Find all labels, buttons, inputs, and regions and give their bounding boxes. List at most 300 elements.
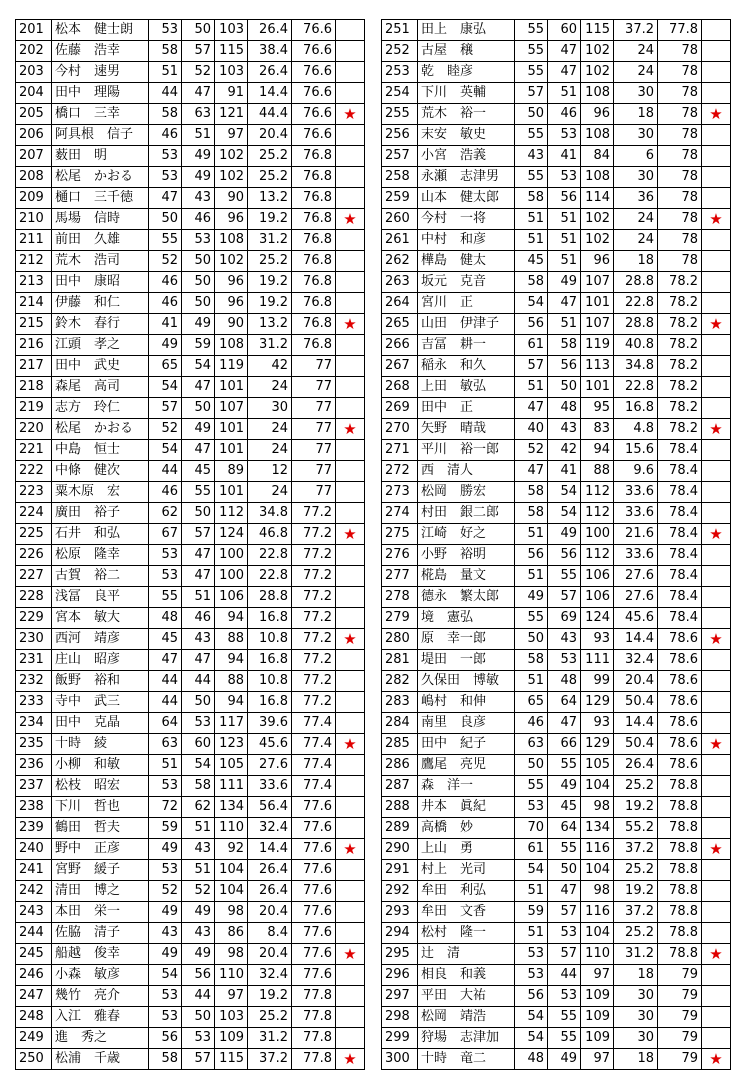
star-icon — [336, 545, 365, 566]
score-a: 44 — [149, 83, 182, 104]
score-total: 98 — [215, 902, 248, 923]
table-row — [16, 188, 365, 209]
score-d: 24 — [248, 377, 292, 398]
table-row — [382, 587, 731, 608]
person-name: 井本 眞紀 — [418, 797, 515, 818]
score-total: 115 — [215, 41, 248, 62]
person-name: 馬場 信時 — [52, 209, 149, 230]
score-e: 77 — [292, 461, 336, 482]
score-a: 55 — [515, 167, 548, 188]
score-e: 76.8 — [292, 188, 336, 209]
row-number: 228 — [16, 587, 52, 608]
score-d: 25.2 — [614, 923, 658, 944]
star-icon — [336, 692, 365, 713]
score-total: 96 — [215, 209, 248, 230]
score-b: 56 — [548, 188, 581, 209]
row-number: 242 — [16, 881, 52, 902]
table-row — [382, 902, 731, 923]
score-total: 109 — [581, 1007, 614, 1028]
row-number: 217 — [16, 356, 52, 377]
row-number: 281 — [382, 650, 418, 671]
person-name: 本田 栄一 — [52, 902, 149, 923]
table-row — [382, 461, 731, 482]
score-e: 76.8 — [292, 335, 336, 356]
score-e: 78.4 — [658, 545, 702, 566]
table-row — [16, 230, 365, 251]
score-e: 78.8 — [658, 776, 702, 797]
score-total: 89 — [215, 461, 248, 482]
person-name: 松尾 かおる — [52, 167, 149, 188]
star-icon — [336, 41, 365, 62]
score-total: 99 — [581, 671, 614, 692]
score-e: 76.8 — [292, 167, 336, 188]
score-b: 58 — [182, 776, 215, 797]
score-total: 96 — [215, 293, 248, 314]
row-number: 214 — [16, 293, 52, 314]
score-d: 45.6 — [248, 734, 292, 755]
score-a: 53 — [149, 860, 182, 881]
row-number: 233 — [16, 692, 52, 713]
score-e: 77.8 — [658, 20, 702, 41]
score-d: 32.4 — [248, 818, 292, 839]
person-name: 粟木原 宏 — [52, 482, 149, 503]
score-a: 53 — [149, 776, 182, 797]
score-a: 55 — [149, 230, 182, 251]
score-a: 62 — [149, 503, 182, 524]
score-total: 119 — [215, 356, 248, 377]
score-d: 31.2 — [614, 944, 658, 965]
person-name: 西 清人 — [418, 461, 515, 482]
person-name: 上山 勇 — [418, 839, 515, 860]
row-number: 203 — [16, 62, 52, 83]
score-d: 31.2 — [248, 1028, 292, 1049]
score-a: 49 — [515, 587, 548, 608]
score-a: 64 — [149, 713, 182, 734]
score-a: 55 — [515, 62, 548, 83]
score-b: 53 — [548, 125, 581, 146]
score-d: 33.6 — [248, 776, 292, 797]
score-d: 19.2 — [248, 293, 292, 314]
person-name: 鷹尾 亮児 — [418, 755, 515, 776]
score-b: 43 — [182, 629, 215, 650]
score-e: 78 — [658, 83, 702, 104]
person-name: 進 秀之 — [52, 1028, 149, 1049]
score-total: 117 — [215, 713, 248, 734]
table-row — [16, 986, 365, 1007]
score-b: 58 — [548, 335, 581, 356]
score-a: 47 — [515, 461, 548, 482]
score-e: 78 — [658, 167, 702, 188]
row-number: 246 — [16, 965, 52, 986]
star-icon — [336, 965, 365, 986]
star-icon — [702, 1028, 731, 1049]
score-e: 78.2 — [658, 377, 702, 398]
score-e: 78.6 — [658, 692, 702, 713]
score-b: 52 — [182, 881, 215, 902]
table-row — [382, 377, 731, 398]
score-d: 28.8 — [614, 314, 658, 335]
score-a: 46 — [149, 293, 182, 314]
score-a: 47 — [515, 398, 548, 419]
person-name: 德永 繁太郎 — [418, 587, 515, 608]
row-number: 227 — [16, 566, 52, 587]
score-d: 22.8 — [614, 377, 658, 398]
score-a: 56 — [515, 986, 548, 1007]
score-b: 66 — [548, 734, 581, 755]
score-a: 55 — [515, 125, 548, 146]
person-name: 荒木 浩司 — [52, 251, 149, 272]
score-b: 49 — [548, 1049, 581, 1070]
row-number: 257 — [382, 146, 418, 167]
score-a: 70 — [515, 818, 548, 839]
table-row — [382, 860, 731, 881]
score-total: 109 — [581, 986, 614, 1007]
star-icon — [336, 62, 365, 83]
table-row — [382, 251, 731, 272]
score-total: 100 — [581, 524, 614, 545]
person-name: 中島 恒士 — [52, 440, 149, 461]
star-icon: ★ — [702, 1049, 731, 1070]
score-e: 77.4 — [292, 776, 336, 797]
table-row — [382, 923, 731, 944]
score-e: 77.2 — [292, 629, 336, 650]
star-icon — [702, 440, 731, 461]
score-total: 129 — [581, 692, 614, 713]
star-icon — [702, 965, 731, 986]
score-b: 49 — [182, 167, 215, 188]
score-a: 56 — [515, 545, 548, 566]
person-name: 原 幸一郎 — [418, 629, 515, 650]
score-e: 78 — [658, 251, 702, 272]
star-icon — [336, 335, 365, 356]
score-a: 57 — [515, 83, 548, 104]
row-number: 244 — [16, 923, 52, 944]
score-total: 111 — [581, 650, 614, 671]
score-a: 72 — [149, 797, 182, 818]
person-name: 椛島 量文 — [418, 566, 515, 587]
score-total: 104 — [581, 923, 614, 944]
table-row — [16, 125, 365, 146]
score-e: 78.8 — [658, 944, 702, 965]
star-icon — [336, 251, 365, 272]
score-total: 102 — [215, 251, 248, 272]
score-b: 49 — [182, 944, 215, 965]
score-total: 102 — [581, 41, 614, 62]
score-b: 47 — [548, 41, 581, 62]
score-a: 46 — [149, 482, 182, 503]
row-number: 223 — [16, 482, 52, 503]
table-row — [16, 209, 365, 230]
score-b: 55 — [548, 1028, 581, 1049]
score-total: 97 — [215, 986, 248, 1007]
score-e: 77.2 — [292, 692, 336, 713]
score-b: 53 — [548, 923, 581, 944]
row-number: 247 — [16, 986, 52, 1007]
score-b: 57 — [182, 524, 215, 545]
score-d: 18 — [614, 965, 658, 986]
row-number: 282 — [382, 671, 418, 692]
star-icon — [702, 671, 731, 692]
score-e: 78 — [658, 188, 702, 209]
score-e: 77.2 — [292, 524, 336, 545]
score-total: 119 — [581, 335, 614, 356]
score-total: 129 — [581, 734, 614, 755]
score-d: 37.2 — [614, 902, 658, 923]
star-icon: ★ — [336, 524, 365, 545]
table-row — [382, 398, 731, 419]
score-e: 76.6 — [292, 41, 336, 62]
score-a: 54 — [515, 1028, 548, 1049]
table-row — [382, 125, 731, 146]
table-row — [16, 1028, 365, 1049]
person-name: 今村 速男 — [52, 62, 149, 83]
star-icon: ★ — [336, 419, 365, 440]
score-e: 78.4 — [658, 587, 702, 608]
score-a: 59 — [515, 902, 548, 923]
row-number: 249 — [16, 1028, 52, 1049]
row-number: 299 — [382, 1028, 418, 1049]
score-d: 31.2 — [248, 335, 292, 356]
star-icon — [702, 41, 731, 62]
score-a: 46 — [149, 125, 182, 146]
score-d: 28.8 — [614, 272, 658, 293]
score-d: 24 — [248, 482, 292, 503]
score-e: 77.2 — [292, 587, 336, 608]
score-d: 24 — [614, 209, 658, 230]
star-icon — [702, 566, 731, 587]
row-number: 261 — [382, 230, 418, 251]
score-d: 16.8 — [248, 608, 292, 629]
score-b: 57 — [548, 587, 581, 608]
score-e: 78.2 — [658, 335, 702, 356]
star-icon — [336, 188, 365, 209]
star-icon: ★ — [336, 314, 365, 335]
score-a: 51 — [515, 566, 548, 587]
score-a: 65 — [149, 356, 182, 377]
score-d: 37.2 — [248, 1049, 292, 1070]
score-e: 78.4 — [658, 524, 702, 545]
score-a: 50 — [149, 209, 182, 230]
person-name: 庄山 昭彦 — [52, 650, 149, 671]
score-total: 107 — [581, 314, 614, 335]
score-d: 32.4 — [248, 965, 292, 986]
score-e: 77 — [292, 482, 336, 503]
score-b: 43 — [182, 923, 215, 944]
score-d: 18 — [614, 251, 658, 272]
score-d: 26.4 — [248, 881, 292, 902]
score-total: 102 — [215, 167, 248, 188]
score-b: 51 — [182, 860, 215, 881]
table-row — [16, 608, 365, 629]
row-number: 285 — [382, 734, 418, 755]
score-e: 78 — [658, 62, 702, 83]
star-icon — [336, 923, 365, 944]
score-b: 46 — [182, 209, 215, 230]
score-total: 116 — [581, 902, 614, 923]
score-a: 58 — [149, 1049, 182, 1070]
person-name: 下川 英輔 — [418, 83, 515, 104]
score-e: 78.8 — [658, 797, 702, 818]
table-row — [382, 545, 731, 566]
score-b: 54 — [548, 503, 581, 524]
row-number: 204 — [16, 83, 52, 104]
score-d: 33.6 — [614, 503, 658, 524]
star-icon — [702, 293, 731, 314]
row-number: 238 — [16, 797, 52, 818]
person-name: 小宮 浩義 — [418, 146, 515, 167]
person-name: 久保田 博敏 — [418, 671, 515, 692]
score-e: 79 — [658, 1028, 702, 1049]
score-a: 65 — [515, 692, 548, 713]
table-row — [382, 797, 731, 818]
star-icon: ★ — [702, 839, 731, 860]
table-row — [382, 566, 731, 587]
row-number: 253 — [382, 62, 418, 83]
score-b: 41 — [548, 461, 581, 482]
row-number: 218 — [16, 377, 52, 398]
table-row — [382, 965, 731, 986]
score-b: 50 — [182, 503, 215, 524]
table-row — [16, 650, 365, 671]
score-total: 92 — [215, 839, 248, 860]
star-icon — [336, 377, 365, 398]
score-b: 45 — [182, 461, 215, 482]
score-a: 58 — [515, 272, 548, 293]
score-a: 53 — [515, 944, 548, 965]
score-e: 79 — [658, 986, 702, 1007]
star-icon: ★ — [336, 1049, 365, 1070]
score-total: 115 — [581, 20, 614, 41]
score-d: 30 — [248, 398, 292, 419]
row-number: 254 — [382, 83, 418, 104]
star-icon — [336, 1007, 365, 1028]
row-number: 205 — [16, 104, 52, 125]
score-a: 55 — [515, 20, 548, 41]
table-row — [382, 503, 731, 524]
person-name: 牟田 利弘 — [418, 881, 515, 902]
person-name: 入江 雅春 — [52, 1007, 149, 1028]
table-row — [16, 20, 365, 41]
score-total: 101 — [215, 440, 248, 461]
star-icon — [336, 125, 365, 146]
score-b: 48 — [548, 398, 581, 419]
score-b: 50 — [182, 293, 215, 314]
score-a: 52 — [149, 251, 182, 272]
score-total: 96 — [215, 272, 248, 293]
score-b: 50 — [182, 272, 215, 293]
score-d: 25.2 — [248, 251, 292, 272]
score-a: 49 — [149, 902, 182, 923]
score-b: 55 — [548, 755, 581, 776]
score-a: 58 — [515, 188, 548, 209]
score-a: 49 — [149, 839, 182, 860]
score-total: 90 — [215, 188, 248, 209]
row-number: 280 — [382, 629, 418, 650]
score-d: 24 — [614, 230, 658, 251]
table-row — [382, 314, 731, 335]
score-a: 57 — [149, 398, 182, 419]
score-a: 45 — [515, 251, 548, 272]
score-e: 77.8 — [292, 986, 336, 1007]
score-a: 61 — [515, 335, 548, 356]
table-row — [16, 545, 365, 566]
score-total: 101 — [581, 293, 614, 314]
table-row — [382, 734, 731, 755]
score-a: 63 — [515, 734, 548, 755]
star-icon: ★ — [702, 524, 731, 545]
star-icon — [702, 818, 731, 839]
score-a: 41 — [149, 314, 182, 335]
score-b: 56 — [548, 545, 581, 566]
person-name: 松村 隆一 — [418, 923, 515, 944]
star-icon — [336, 167, 365, 188]
score-d: 28.8 — [248, 587, 292, 608]
person-name: 薮田 明 — [52, 146, 149, 167]
table-row — [16, 923, 365, 944]
score-e: 78.8 — [658, 881, 702, 902]
score-a: 46 — [515, 713, 548, 734]
score-a: 58 — [515, 650, 548, 671]
person-name: 十時 綾 — [52, 734, 149, 755]
score-d: 19.2 — [614, 881, 658, 902]
score-e: 78.6 — [658, 755, 702, 776]
score-d: 34.8 — [614, 356, 658, 377]
score-b: 47 — [182, 83, 215, 104]
score-b: 49 — [182, 419, 215, 440]
table-row — [16, 41, 365, 62]
score-b: 60 — [182, 734, 215, 755]
row-number: 256 — [382, 125, 418, 146]
score-total: 95 — [581, 398, 614, 419]
person-name: 松原 隆幸 — [52, 545, 149, 566]
star-icon — [336, 881, 365, 902]
star-icon: ★ — [336, 209, 365, 230]
score-d: 15.6 — [614, 440, 658, 461]
row-number: 295 — [382, 944, 418, 965]
score-total: 100 — [215, 566, 248, 587]
star-icon — [702, 377, 731, 398]
score-d: 14.4 — [614, 713, 658, 734]
row-number: 290 — [382, 839, 418, 860]
person-name: 荒木 裕一 — [418, 104, 515, 125]
score-e: 77.2 — [292, 608, 336, 629]
row-number: 206 — [16, 125, 52, 146]
score-d: 30 — [614, 167, 658, 188]
score-total: 104 — [581, 860, 614, 881]
score-total: 88 — [215, 671, 248, 692]
person-name: 松枝 昭宏 — [52, 776, 149, 797]
score-a: 51 — [515, 209, 548, 230]
row-number: 209 — [16, 188, 52, 209]
score-d: 21.6 — [614, 524, 658, 545]
score-a: 55 — [515, 776, 548, 797]
score-d: 19.2 — [248, 209, 292, 230]
person-name: 田上 康弘 — [418, 20, 515, 41]
score-total: 114 — [581, 188, 614, 209]
score-b: 42 — [548, 440, 581, 461]
score-e: 76.8 — [292, 146, 336, 167]
score-a: 54 — [149, 377, 182, 398]
star-icon — [336, 587, 365, 608]
star-icon — [336, 608, 365, 629]
score-a: 52 — [515, 440, 548, 461]
score-d: 37.2 — [614, 20, 658, 41]
table-row — [16, 482, 365, 503]
score-d: 30 — [614, 1028, 658, 1049]
row-number: 274 — [382, 503, 418, 524]
star-icon — [336, 20, 365, 41]
row-number: 267 — [382, 356, 418, 377]
